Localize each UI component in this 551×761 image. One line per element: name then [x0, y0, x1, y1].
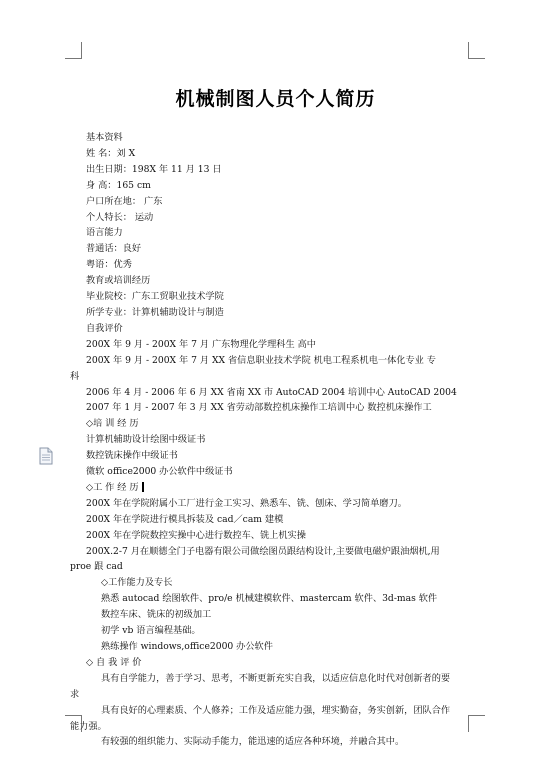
text-line: 普通话：良好: [86, 243, 142, 255]
text-line: 粤语：优秀: [86, 259, 132, 271]
text-line: 计算机辅助设计绘图中级证书: [86, 434, 206, 446]
text-line: 身 高：165 cm: [86, 179, 151, 191]
text-line: 毕业院校：广东工贸职业技术学院: [86, 291, 224, 303]
text-line: 有较强的组织能力、实际动手能力，能迅速的适应各种环境，并融合其中。: [101, 736, 405, 748]
text-line: 200X 年在学院进行模具拆装及 cad／cam 建模: [86, 513, 284, 525]
text-line: 200X 年在学院数控实操中心进行数控车、铣上机实操: [86, 529, 306, 541]
section-heading: 教育或培训经历: [86, 275, 151, 287]
page-corner-mark-bottom-right: [468, 715, 485, 732]
section-heading: ◇工作能力及专长: [101, 577, 173, 589]
document-icon[interactable]: [39, 447, 53, 465]
text-line: 具有自学能力，善于学习、思考，不断更新充实自我，以适应信息化时代对创新者的要: [101, 672, 451, 684]
text-line: 所学专业：计算机辅助设计与制造: [86, 306, 224, 318]
text-cursor: [142, 482, 144, 492]
text-line: 200X 年在学院附属小工厂进行金工实习、熟悉车、铣、刨床、学习简单磨刀。: [86, 497, 407, 509]
section-heading-with-cursor[interactable]: [86, 480, 466, 496]
text-line: 数控车床、铣床的初级加工: [101, 609, 212, 621]
section-heading: ◇ 自 我 评 价: [86, 656, 142, 668]
text-line: 200X.2-7 月在顺德全门子电器有限公司做绘图员跟结构设计,主要做电磁炉跟油烟机,用: [86, 545, 440, 557]
text-line: 微软 office2000 办公软件中级证书: [86, 466, 233, 478]
section-heading: ◇培 训 经 历: [86, 418, 139, 430]
page-corner-mark-top-left: [65, 42, 82, 59]
text-line: 姓 名：刘 X: [86, 147, 136, 159]
section-heading: 自我评价: [86, 322, 123, 334]
document-title: 机械制图人员个人简历: [175, 88, 376, 110]
text-line: 科: [70, 370, 80, 382]
text-line: 户口所在地： 广东: [86, 195, 163, 207]
text-line: 200X 年 9 月 - 200X 年 7 月 广东物理化学理科生 高中: [86, 338, 316, 350]
text-line: 200X 年 9 月 - 200X 年 7 月 XX 省信息职业技术学院 机电工程系机电一体化专业 专: [86, 354, 436, 366]
text-line: 具有良好的心理素质、个人修养；工作及适应能力强，埋实勤奋，务实创新，团队合作: [101, 704, 451, 716]
text-line: 个人特长： 运动: [86, 211, 154, 223]
text-line: 数控铣床操作中级证书: [86, 450, 178, 462]
resume-body: [70, 130, 466, 750]
section-heading: 基本资料: [86, 132, 123, 143]
text-line: 初学 vb 语言编程基础。: [101, 625, 201, 637]
text-line: 能力强。: [70, 720, 107, 732]
text-line: 2006 年 4 月 - 2006 年 6 月 XX 省南 XX 市 AutoCAD 2004 培训中心 AutoCAD 2004: [86, 386, 457, 398]
section-heading: 语言能力: [86, 227, 123, 239]
text-line: 熟练操作 windows,office2000 办公软件: [101, 641, 273, 652]
text-line: 求: [70, 688, 80, 700]
text-line: 2007 年 1 月 - 2007 年 3 月 XX 省劳动部数控机床操作工培训中心 数控机床操作工: [86, 402, 432, 414]
page-corner-mark-top-right: [468, 42, 485, 59]
text-line: proe 跟 cad: [70, 561, 123, 573]
text-line: 出生日期：198X 年 11 月 13 日: [86, 163, 222, 175]
section-heading-text: ◇工 作 经 历: [86, 481, 139, 493]
text-line: 熟悉 autocad 绘图软件、pro/e 机械建模软件、mastercam 软件、3d-mas 软件: [101, 593, 438, 605]
